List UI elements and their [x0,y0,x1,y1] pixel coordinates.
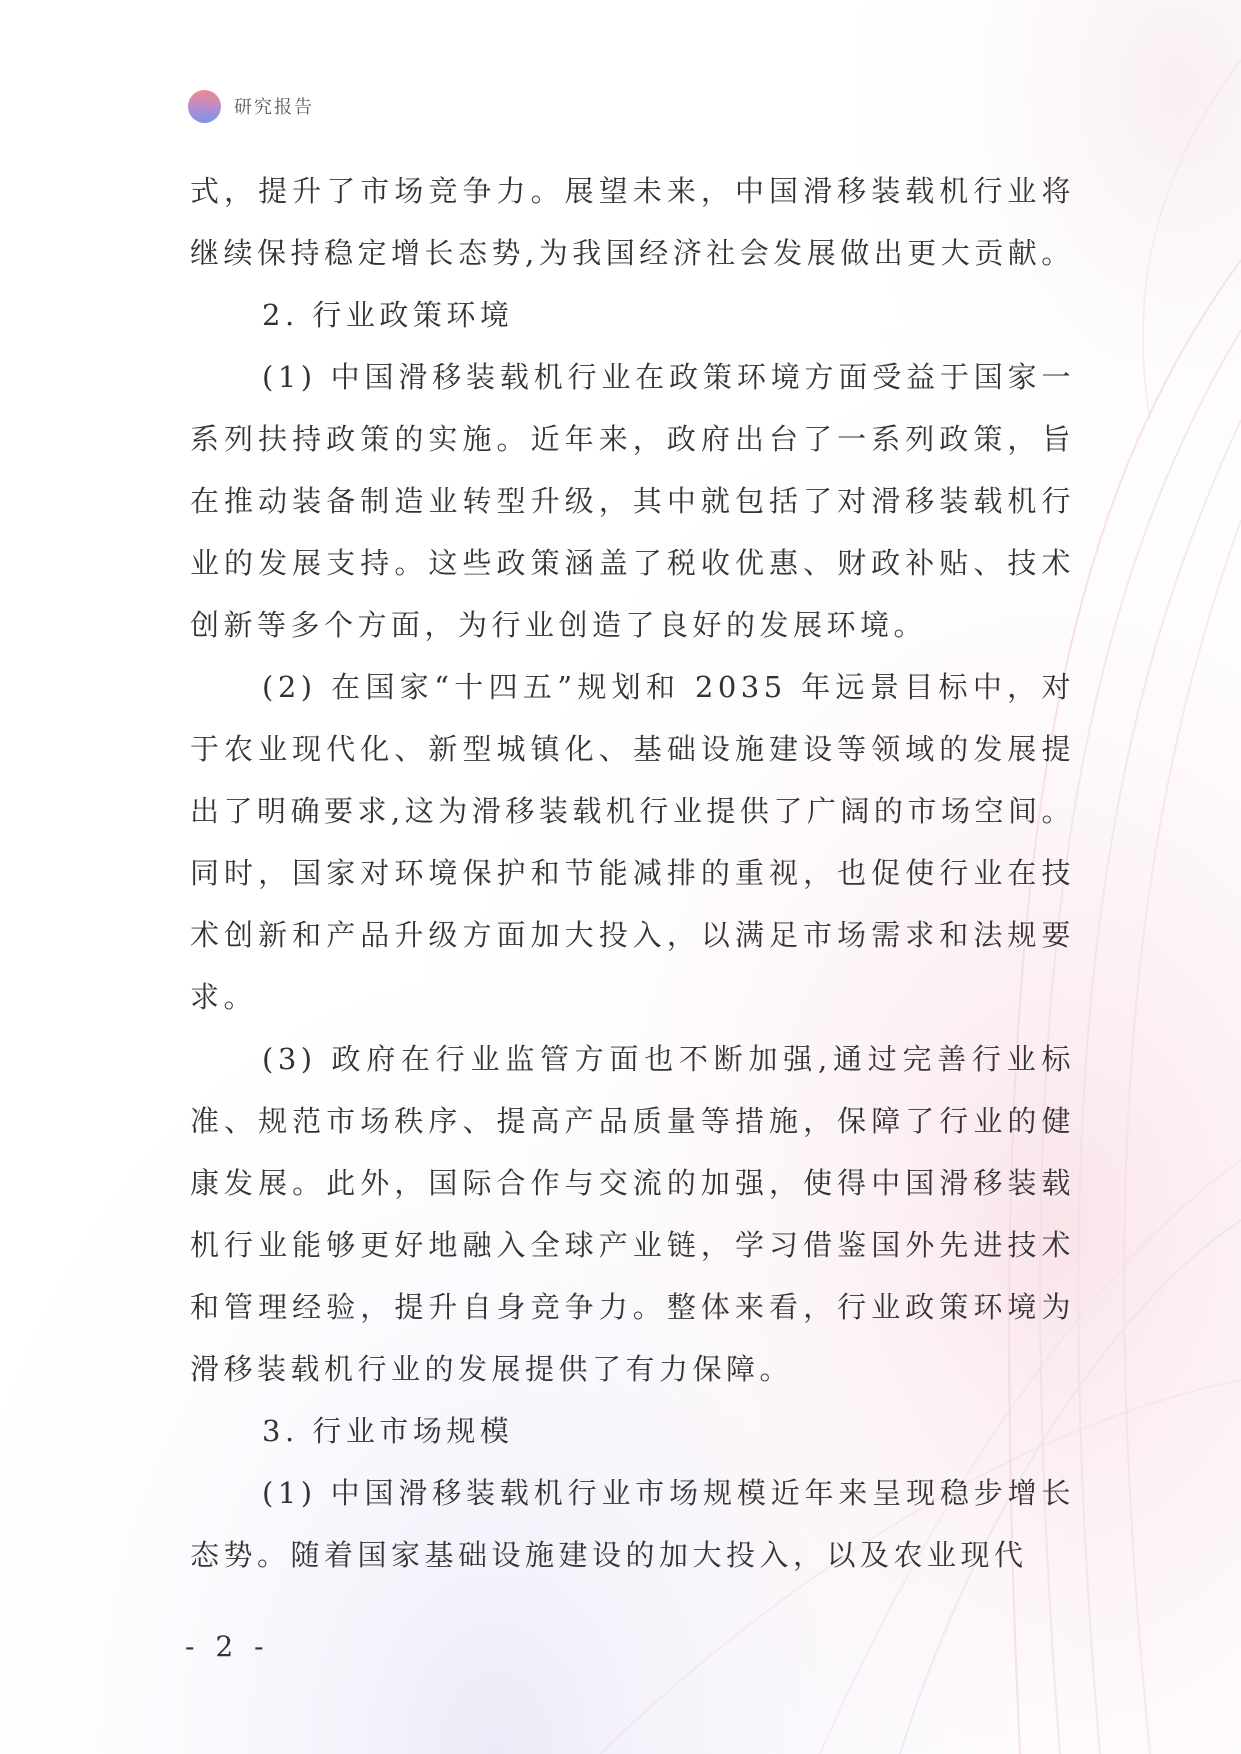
paragraph-market-1: (1) 中国滑移装载机行业市场规模近年来呈现稳步增长态势。随着国家基础设施建设的加大投入，以及农业现代 [190,1476,1075,1572]
report-header [188,89,314,123]
paragraph-policy-1: (1) 中国滑移装载机行业在政策环境方面受益于国家一系列扶持政策的实施。近年来，政府出台了一系列政策，旨在推动装备制造业转型升级，其中就包括了对滑移装载机行业的发展支持。这些政策涵盖了税收优惠、财政补贴、技术创新等多个方面，为行业创造了良好的发展环境。 [190,360,1075,642]
paragraph-policy-2: (2) 在国家“十四五”规划和 2035 年远景目标中，对于农业现代化、新型城镇化、基础设施建设等领域的发展提出了明确要求,这为滑移装载机行业提供了广阔的市场空间。同时，国家对环境保护和节能减排的重视，也促使行业在技术创新和产品升级方面加大投入，以满足市场需求和法规要求。 [190,670,1075,1014]
logo-circle-icon [188,90,221,123]
page-number: - 2 - [185,1630,270,1663]
document-body [190,160,1075,1586]
paragraph-continuation: 式，提升了市场竞争力。展望未来，中国滑移装载机行业将继续保持稳定增长态势,为我国经济社会发展做出更大贡献。 [190,174,1075,270]
section-heading-market-size: 3. 行业市场规模 [262,1414,514,1448]
header-title: 研究报告 [234,97,314,118]
paragraph-policy-3: (3) 政府在行业监管方面也不断加强,通过完善行业标准、规范市场秩序、提高产品质量等措施，保障了行业的健康发展。此外，国际合作与交流的加强，使得中国滑移装载机行业能够更好地融入全球产业链，学习借鉴国外先进技术和管理经验，提升自身竞争力。整体来看，行业政策环境为滑移装载机行业的发展提供了有力保障。 [190,1042,1075,1386]
section-heading-policy: 2. 行业政策环境 [262,298,514,332]
